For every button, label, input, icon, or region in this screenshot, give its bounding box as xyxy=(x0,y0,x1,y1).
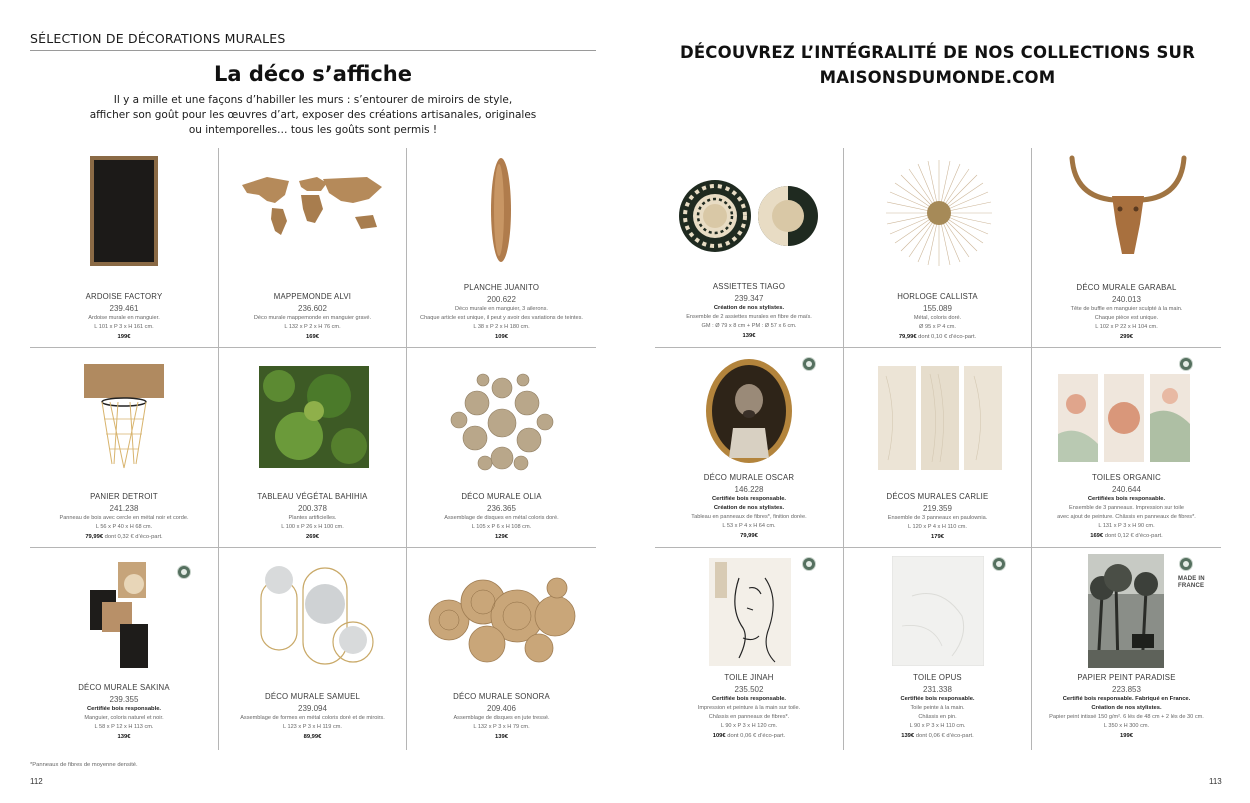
product-card[interactable] xyxy=(219,148,407,348)
product-name: DÉCO MURALE SAKINA xyxy=(78,683,170,692)
designer-label: Création de nos stylistes. xyxy=(1091,705,1162,711)
product-card[interactable] xyxy=(407,548,596,750)
product-ref: 219.359 xyxy=(923,504,952,513)
footnote: *Panneaux de fibres de moyenne densité. xyxy=(30,762,138,768)
product-info xyxy=(655,472,843,541)
product-ref: 240.644 xyxy=(1112,485,1141,494)
product-card[interactable] xyxy=(1032,548,1221,750)
product-price: 269€ xyxy=(306,534,319,540)
product-dimensions: Ø 95 x P 4 cm. xyxy=(919,324,956,330)
product-dimensions: L 101 x P 3 x H 161 cm. xyxy=(94,324,154,330)
eco-certified-icon xyxy=(1179,357,1193,371)
product-ref: 235.502 xyxy=(734,685,764,694)
surfboard-image xyxy=(489,156,513,264)
product-ref: 239.461 xyxy=(109,304,139,313)
product-grid-left xyxy=(30,148,596,750)
product-dimensions: L 100 x P 26 x H 100 cm. xyxy=(281,524,344,530)
certification-label: Certifié bois responsable. Fabriqué en France. xyxy=(1062,696,1191,702)
product-ref: 239.355 xyxy=(109,695,139,704)
certification-label: Certifiée bois responsable. xyxy=(86,706,162,712)
wood-panels-image xyxy=(878,366,1002,470)
jute-discs-image xyxy=(427,576,577,666)
product-name: ARDOISE FACTORY xyxy=(85,292,163,301)
product-dimensions: L 90 x P 3 x H 110 cm. xyxy=(909,723,966,729)
certification-label: Certifiées bois responsable. xyxy=(1087,496,1166,502)
chalkboard-image xyxy=(90,156,158,266)
product-ref: 231.338 xyxy=(923,685,952,694)
product-card[interactable] xyxy=(844,148,1032,348)
product-card[interactable] xyxy=(407,348,596,548)
product-ref: 239.347 xyxy=(734,294,764,303)
geometric-wood-image xyxy=(90,562,150,672)
product-ref: 236.365 xyxy=(487,504,516,513)
decorative-plates-image xyxy=(679,176,821,256)
product-desc: Manguier, coloris naturel et noir. xyxy=(84,715,164,721)
headline-line: DÉCOUVREZ L’INTÉGRALITÉ DE NOS COLLECTIONS SUR xyxy=(679,43,1196,62)
product-price: 169€ xyxy=(306,334,319,340)
product-dimensions: L 132 x P 3 x H 79 cm. xyxy=(473,724,530,730)
product-price: 139€ xyxy=(742,333,756,339)
product-price: 79,99€ dont 0,32 € d’éco-part. xyxy=(85,534,163,540)
product-desc: Assemblage de disques en jute tressé. xyxy=(453,715,550,721)
product-info xyxy=(219,691,406,742)
product-card[interactable] xyxy=(655,148,844,348)
product-name: DÉCO MURALE SAMUEL xyxy=(264,692,360,701)
product-card[interactable] xyxy=(655,548,844,750)
product-info xyxy=(1032,672,1221,741)
product-dimensions: L 38 x P 2 x H 180 cm. xyxy=(473,324,530,330)
product-price: 299€ xyxy=(1120,334,1133,340)
product-card[interactable] xyxy=(844,348,1032,548)
product-info xyxy=(844,672,1031,741)
product-desc: Ensemble de 3 panneaux en paulownia. xyxy=(887,515,988,521)
product-price: 79,99€ dont 0,10 € d’éco-part. xyxy=(898,334,977,340)
intro-line: Il y a mille et une façons d’habiller les murs : s’entourer de miroirs de style, xyxy=(113,94,513,106)
jungle-wallpaper-image xyxy=(1088,554,1164,668)
section-title: SÉLECTION DE DÉCORATIONS MURALES xyxy=(30,31,286,46)
product-name: DÉCO MURALE OSCAR xyxy=(703,473,795,482)
product-desc: avec ajout de peinture. Châssis en panneaux de fibres*. xyxy=(1057,514,1196,520)
product-info xyxy=(407,491,596,542)
white-canvas-image xyxy=(892,556,984,666)
product-desc: Déco murale en manguier, 3 ailerons. xyxy=(455,306,548,312)
product-desc: Déco murale mappemonde en manguier gravé. xyxy=(253,315,372,321)
product-ref: 209.406 xyxy=(487,704,516,713)
intro-paragraph xyxy=(30,93,596,138)
product-desc: Ardoise murale en manguier. xyxy=(88,315,160,321)
product-card[interactable] xyxy=(219,348,407,548)
product-price: 169€ dont 0,12 € d’éco-part. xyxy=(1090,533,1163,539)
product-desc: Assemblage de formes en métal coloris doré et de miroirs. xyxy=(240,715,385,721)
product-ref: 240.013 xyxy=(1112,295,1141,304)
product-card[interactable] xyxy=(655,348,844,548)
product-price: 109€ dont 0,06 € d’éco-part. xyxy=(712,733,786,739)
eco-certified-icon xyxy=(177,565,191,579)
certification-label: Certifiée bois responsable. xyxy=(711,496,787,502)
buffalo-head-image xyxy=(1068,154,1188,264)
product-info xyxy=(1032,282,1221,342)
mirrors-image xyxy=(259,562,375,672)
product-desc: Châssis en panneaux de fibres*. xyxy=(708,714,790,720)
world-map-image xyxy=(237,173,387,243)
basketball-hoop-image xyxy=(84,364,164,474)
product-price: 199€ xyxy=(1120,733,1133,739)
line-art-canvas-image xyxy=(709,558,791,666)
collections-headline xyxy=(625,40,1250,90)
designer-label: Création de nos stylistes. xyxy=(713,305,785,311)
product-desc: Assemblage de disques en métal coloris doré. xyxy=(444,515,559,521)
product-desc: Chaque article est unique, il peut y avoir des variations de teintes. xyxy=(420,315,583,321)
product-price: 129€ xyxy=(495,534,508,540)
product-desc: Toile peinte à la main. xyxy=(910,705,965,711)
product-dimensions: L 131 x P 3 x H 90 cm. xyxy=(1098,523,1155,529)
plant-wall-image xyxy=(259,366,369,468)
product-desc: Ensemble de 3 panneaux. Impression sur toile xyxy=(1068,505,1185,511)
product-ref: 155.089 xyxy=(923,304,952,313)
page-number: 113 xyxy=(1209,777,1222,786)
product-desc: Tête de buffle en manguier sculpté à la main. xyxy=(1070,306,1183,312)
product-card[interactable] xyxy=(30,548,219,750)
eco-certified-icon xyxy=(1179,557,1193,571)
product-card[interactable] xyxy=(407,148,596,348)
product-info xyxy=(219,291,406,342)
product-dimensions: L 123 x P 3 x H 119 cm. xyxy=(283,724,342,730)
product-name: PAPIER PEINT PARADISE xyxy=(1077,673,1176,682)
product-ref: 200.378 xyxy=(298,504,327,513)
product-price: 139€ xyxy=(495,734,508,740)
product-price: 109€ xyxy=(495,334,508,340)
product-ref: 239.094 xyxy=(298,704,327,713)
product-dimensions: L 102 x P 22 x H 104 cm. xyxy=(1095,324,1158,330)
product-card[interactable] xyxy=(219,548,407,750)
product-desc: Panneau de bois avec cercle en métal noir et corde. xyxy=(59,515,189,521)
product-dimensions: L 90 x P 3 x H 120 cm. xyxy=(720,723,778,729)
page-number: 112 xyxy=(30,777,43,786)
product-name: DÉCO MURALE OLIA xyxy=(461,492,542,501)
product-card[interactable] xyxy=(1032,148,1221,348)
product-dimensions: L 120 x P 4 x H 110 cm. xyxy=(908,524,967,530)
product-info xyxy=(407,691,596,742)
right-page xyxy=(625,0,1250,803)
product-card[interactable] xyxy=(844,548,1032,750)
product-name: ASSIETTES TIAGO xyxy=(712,282,786,291)
product-price: 139€ xyxy=(117,734,131,740)
product-info xyxy=(655,281,843,341)
product-desc: Plantes artificielles. xyxy=(288,515,337,521)
dog-portrait-image xyxy=(705,358,793,464)
product-name: PANIER DETROIT xyxy=(90,492,158,501)
product-dimensions: L 350 x H 300 cm. xyxy=(1103,723,1150,729)
product-info xyxy=(1032,472,1221,541)
product-name: MAPPEMONDE ALVI xyxy=(273,292,352,301)
product-dimensions: L 56 x P 40 x H 68 cm. xyxy=(95,524,153,530)
website-link[interactable]: MAISONSDUMONDE.COM xyxy=(819,68,1056,87)
product-info xyxy=(30,491,218,542)
made-in-france-badge: MADE IN FRANCE xyxy=(1178,576,1205,589)
product-dimensions: L 53 x P 4 x H 64 cm. xyxy=(722,523,776,529)
product-info xyxy=(844,491,1031,542)
eco-certified-icon xyxy=(802,557,816,571)
product-desc: Métal, coloris doré. xyxy=(913,315,962,321)
product-desc: Tableau en panneaux de fibres*, finition dorée. xyxy=(691,514,807,520)
product-info xyxy=(219,491,406,542)
certification-label: Certifiée bois responsable. xyxy=(711,696,787,702)
product-info xyxy=(30,291,218,342)
product-ref: 200.622 xyxy=(487,295,516,304)
product-name: TOILE OPUS xyxy=(913,673,962,682)
product-name: DÉCO MURALE SONORA xyxy=(453,692,550,701)
section-divider xyxy=(30,50,596,51)
eco-certified-icon xyxy=(802,357,816,371)
product-price: 139€ dont 0,06 € d’éco-part. xyxy=(901,733,974,739)
product-ref: 241.238 xyxy=(109,504,139,513)
product-name: DÉCOS MURALES CARLIE xyxy=(886,492,989,501)
product-grid-right xyxy=(655,148,1221,750)
product-ref: 146.228 xyxy=(734,485,764,494)
product-desc: Ensemble de 2 assiettes murales en fibre de maïs. xyxy=(686,314,812,320)
product-name: HORLOGE CALLISTA xyxy=(897,292,978,301)
product-dimensions: GM : Ø 79 x 8 cm + PM : Ø 57 x 6 cm. xyxy=(701,323,797,329)
product-card[interactable] xyxy=(30,348,219,548)
certification-label: Certifiée bois responsable. xyxy=(900,696,975,702)
product-price: 179€ xyxy=(931,534,944,540)
product-desc: Papier peint intissé 150 g/m². 6 lés de 48 cm + 2 lés de 30 cm. xyxy=(1049,714,1204,720)
product-desc: Châssis en pin. xyxy=(918,714,957,720)
product-dimensions: L 58 x P 12 x H 113 cm. xyxy=(94,724,154,730)
product-card[interactable] xyxy=(30,148,219,348)
product-name: DÉCO MURALE GARABAL xyxy=(1076,283,1177,292)
product-name: TOILES ORGANIC xyxy=(1092,473,1161,482)
sunburst-clock-image xyxy=(884,158,994,268)
intro-line: ou intemporelles… tous les goûts sont permis ! xyxy=(188,124,438,136)
product-name: PLANCHE JUANITO xyxy=(463,283,540,292)
product-info xyxy=(655,672,843,741)
designer-label: Création de nos stylistes. xyxy=(713,505,785,511)
product-info xyxy=(30,682,218,742)
product-price: 89,99€ xyxy=(303,734,322,740)
product-desc: Impression et peinture à la main sur toile. xyxy=(697,705,801,711)
page-headline: La déco s’affiche xyxy=(213,62,413,86)
product-ref: 236.602 xyxy=(298,304,327,313)
product-price: 199€ xyxy=(117,334,131,340)
organic-canvases-image xyxy=(1058,374,1190,462)
product-name: TABLEAU VÉGÉTAL BAHIHIA xyxy=(257,492,368,501)
intro-line: afficher son goût pour les œuvres d’art, exposer des créations artisanales, originales xyxy=(89,109,537,121)
product-info xyxy=(844,291,1031,342)
product-dimensions: L 105 x P 6 x H 108 cm. xyxy=(471,524,532,530)
product-card[interactable] xyxy=(1032,348,1221,548)
product-name: TOILE JINAH xyxy=(724,673,774,682)
product-dimensions: L 132 x P 2 x H 76 cm. xyxy=(284,324,341,330)
product-desc: Chaque pièce est unique. xyxy=(1094,315,1159,321)
metal-discs-image xyxy=(447,368,557,478)
eco-certified-icon xyxy=(992,557,1006,571)
product-info xyxy=(407,282,596,342)
product-price: 79,99€ xyxy=(740,533,758,539)
product-ref: 223.853 xyxy=(1112,685,1141,694)
